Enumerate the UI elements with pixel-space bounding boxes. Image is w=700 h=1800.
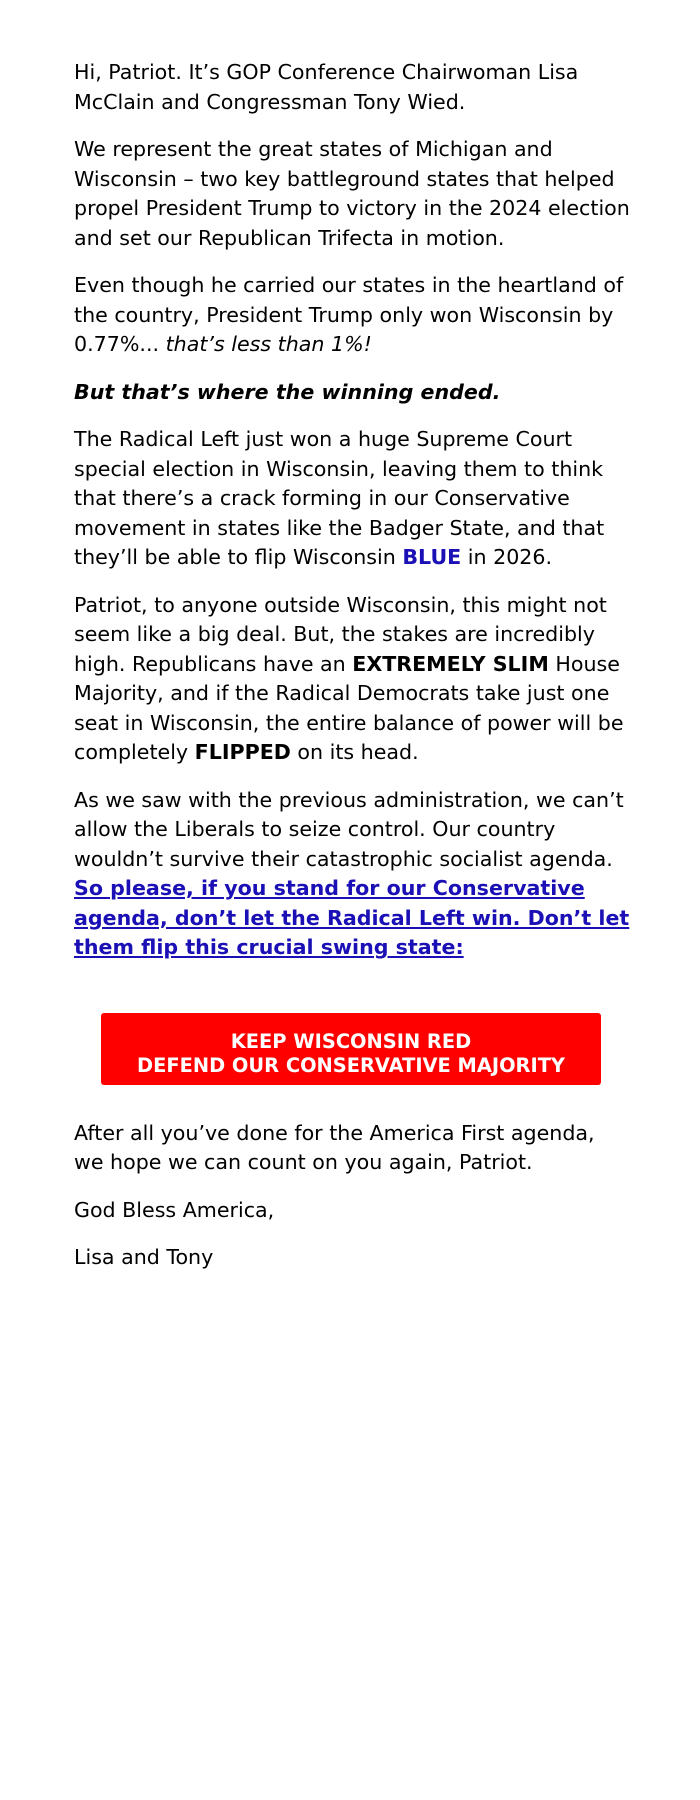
margin-italic-text: that’s less than 1%!: [165, 332, 372, 356]
plea-text: As we saw with the previous administration, we can’t allow the Liberals to seize control. Our country wouldn’t survive their catastrophic socialist agenda.: [74, 787, 624, 871]
supreme-court-paragraph: [74, 425, 630, 573]
plea-paragraph: [74, 786, 630, 963]
extremely-slim-emphasis: EXTREMELY SLIM: [352, 651, 549, 676]
gratitude-paragraph: After all you’ve done for the America First agenda, we hope we can count on you again, Patriot.: [74, 1120, 595, 1174]
stakes-paragraph: [74, 591, 630, 768]
winning-ended-heading: But that’s where the winning ended.: [74, 379, 501, 404]
cta-container: [74, 981, 630, 1119]
margin-paragraph: [74, 271, 630, 360]
keep-wisconsin-red-button[interactable]: [101, 1013, 601, 1085]
blue-emphasis: BLUE: [402, 545, 462, 569]
swing-state-link[interactable]: So please, if you stand for our Conservative agenda, don’t let the Radical Left win. Don’t let them flip this crucial swing state:: [74, 876, 630, 959]
greeting-paragraph: Hi, Patriot. It’s GOP Conference Chairwoman Lisa McClain and Congressman Tony Wied.: [74, 60, 579, 114]
supreme-court-text: The Radical Left just won a huge Supreme Court special election in Wisconsin, leaving them to think that there’s a crack forming in our Conservative movement in states like the Badger State, and that they’ll be able to flip Wisconsin: [74, 427, 605, 569]
margin-text: Even though he carried our states in the heartland of the country, President Trump only won Wisconsin by 0.77%...: [74, 273, 624, 356]
supreme-court-end: in 2026.: [461, 545, 553, 569]
stakes-text-b: House Majority, and if the Radical Democrats take just one seat in Wisconsin, the entire balance of power will be completely: [74, 651, 624, 764]
stakes-text-a: Patriot, to anyone outside Wisconsin, this might not seem like a big deal. But, the stakes are incredibly high. Republicans have an: [74, 592, 607, 676]
flipped-emphasis: FLIPPED: [194, 740, 291, 764]
closing-line: God Bless America,: [74, 1197, 275, 1222]
cta-line-1: KEEP WISCONSIN RED: [230, 1030, 472, 1053]
stakes-text-c: on its head.: [290, 740, 419, 764]
signature: Lisa and Tony: [74, 1245, 214, 1269]
intro-paragraph: We represent the great states of Michigan and Wisconsin – two key battleground states that helped propel President Trump to victory in the 2024 election and set our Republican Trifecta in motion.: [74, 137, 630, 250]
cta-line-2: DEFEND OUR CONSERVATIVE MAJORITY: [137, 1054, 565, 1077]
